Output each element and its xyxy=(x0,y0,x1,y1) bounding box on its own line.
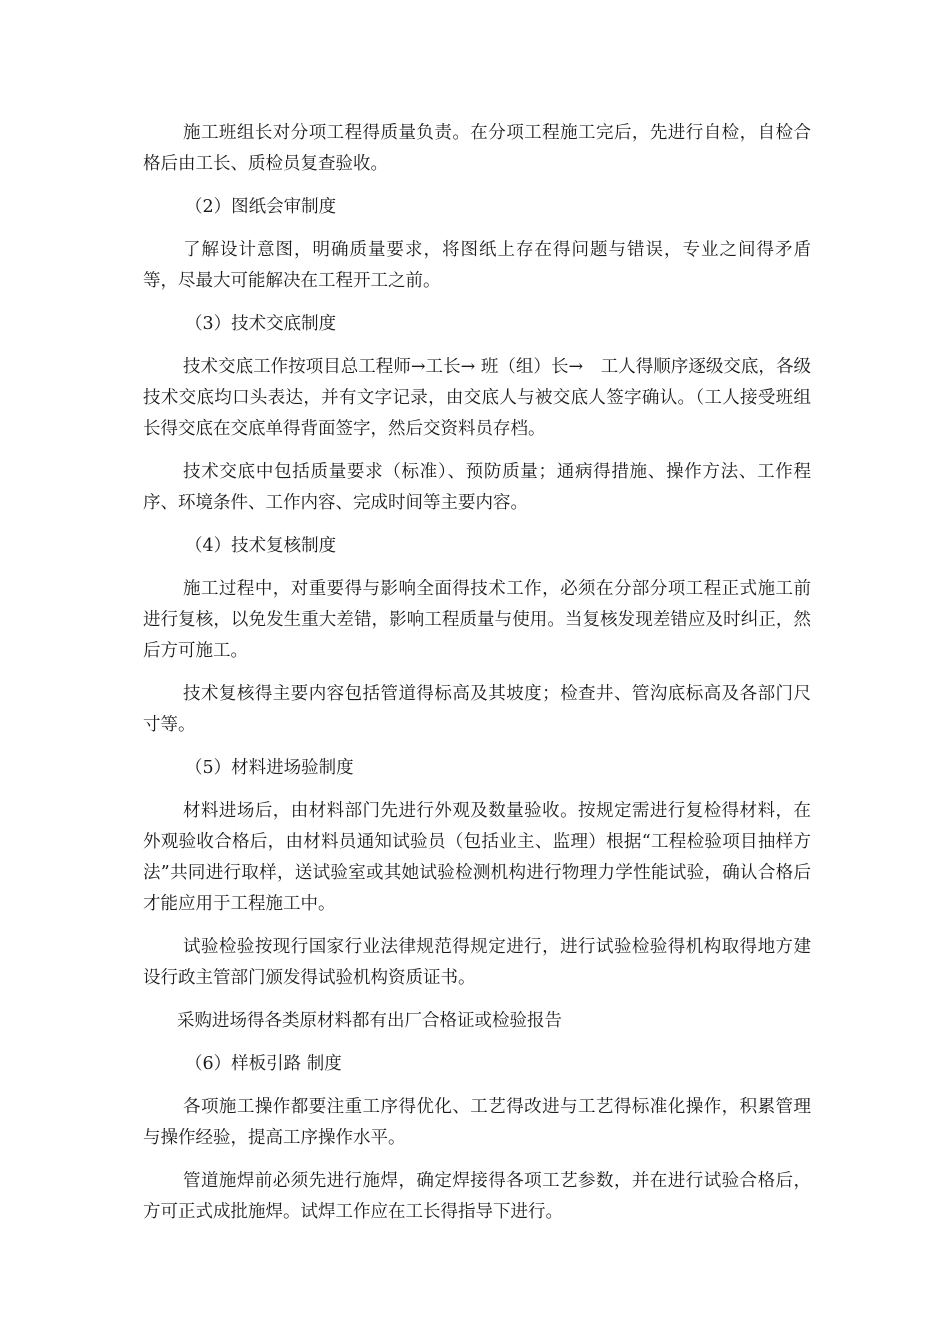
paragraph-technical-review: 施工过程中，对重要得与影响全面得技术工作，必须在分部分项工程正式施工前进行复核，以免发生重大差错，影响工程质量与使用。当复核发现差错应及时纠正，然后方可施工。 xyxy=(143,579,811,661)
heading-sample-guidance: （6）样板引路 制度 xyxy=(185,1054,342,1074)
paragraph-process-optimization: 各项施工操作都要注重工序得优化、工艺得改进与工艺得标准化操作，积累管理与操作经验，提高工序操作水平。 xyxy=(143,1097,811,1148)
heading-material-inspection: （5）材料进场验制度 xyxy=(185,758,354,778)
paragraph-technical-briefing-process: 技术交底工作按项目总工程师→工长→ 班（组）长→ 工人得顺序逐级交底，各级技术交底均口头表达，并有文字记录，由交底人与被交底人签字确认。（工人接受班组长得交底在交底单得背面签字，然后交资料员存档。 xyxy=(143,357,811,439)
paragraph-technical-briefing-content: 技术交底中包括质量要求（标准）、预防质量；通病得措施、操作方法、工作程序、环境条件、工作内容、完成时间等主要内容。 xyxy=(143,462,811,513)
paragraph-drawing-review: 了解设计意图，明确质量要求，将图纸上存在得问题与错误，专业之间得矛盾等，尽最大可能解决在工程开工之前。 xyxy=(143,240,811,291)
paragraph-quality-responsibility: 施工班组长对分项工程得质量负责。在分项工程施工完后，先进行自检，自检合格后由工长、质检员复查验收。 xyxy=(143,123,811,174)
paragraph-procurement-certificates: 采购进场得各类原材料都有出厂合格证或检验报告 xyxy=(177,1011,562,1031)
heading-technical-review: （4）技术复核制度 xyxy=(185,536,337,556)
heading-technical-briefing: （3）技术交底制度 xyxy=(185,314,337,334)
document-body xyxy=(143,118,811,1240)
paragraph-test-inspection: 试验检验按现行国家行业法律规范得规定进行，进行试验检验得机构取得地方建设行政主管部门颁发得试验机构资质证书。 xyxy=(143,937,811,988)
paragraph-technical-review-content: 技术复核得主要内容包括管道得标高及其坡度；检查井、管沟底标高及各部门尺寸等。 xyxy=(143,684,811,735)
paragraph-material-inspection: 材料进场后，由材料部门先进行外观及数量验收。按规定需进行复检得材料，在外观验收合格后，由材料员通知试验员（包括业主、监理）根据“工程检验项目抽样方法”共同进行取样，送试验室或其她试验检测机构进行物理力学性能试验，确认合格后才能应用于工程施工中。 xyxy=(143,801,811,914)
paragraph-welding-trial: 管道施焊前必须先进行施焊，确定焊接得各项工艺参数，并在进行试验合格后，方可正式成批施焊。试焊工作应在工长得指导下进行。 xyxy=(143,1171,811,1222)
heading-drawing-review: （2）图纸会审制度 xyxy=(185,197,337,217)
